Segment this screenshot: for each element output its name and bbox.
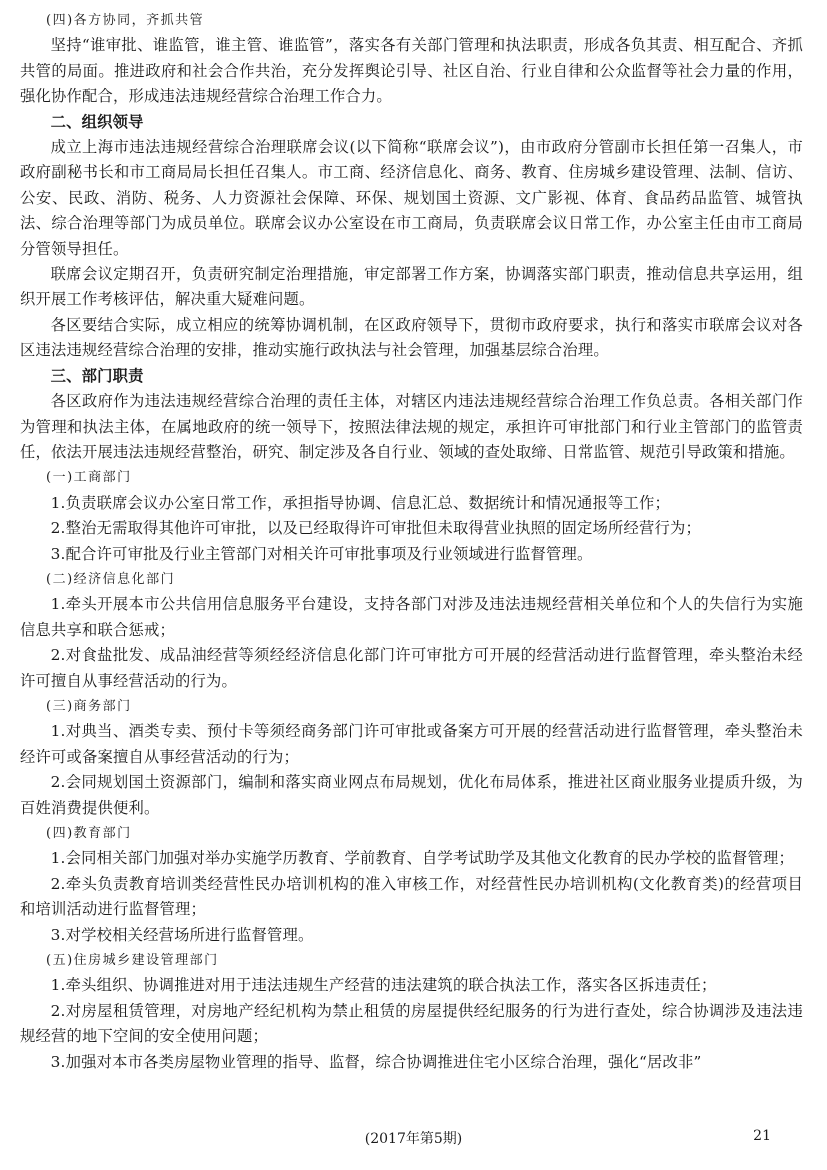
body-paragraph: 3.加强对本市各类房屋物业管理的指导、监督，综合协调推进住宅小区综合治理，强化“居改非” [50,1052,702,1071]
subsection-heading: (三)商务部门 [46,698,132,714]
subsection-heading: (四)各方协同，齐抓共管 [46,13,205,28]
subsection-heading: (二)经济信息化部门 [46,571,176,587]
body-paragraph: 2.会同规划国土资源部门，编制和落实商业网点布局规划，优化布局体系，推进社区商业服务业提质升级，为百姓消费提供便利。 [20,773,803,817]
subsection-heading: (四)教育部门 [46,826,132,841]
body-paragraph: 坚持“谁审批、谁监管，谁主管、谁监管”，落实各有关部门管理和执法职责，形成各负其责、相互配合、齐抓共管的局面。推进政府和社会合作共治，充分发挥舆论引导、社区自治、行业自律和公众监督等社会力量的作用，强化协作配合，形成违法违规经营综合治理工作合力。 [20,36,803,106]
subsection-heading: (五)住房城乡建设管理部门 [46,953,219,969]
body-paragraph: 各区要结合实际，成立相应的统筹协调机制，在区政府领导下，贯彻市政府要求，执行和落实市联席会议对各区违法违规经营综合治理的安排，推动实施行政执法与社会管理，加强基层综合治理。 [20,315,803,360]
section-heading: 二、组织领导 [50,112,144,131]
body-paragraph: 1.牵头开展本市公共信用信息服务平台建设，支持各部门对涉及违法违规经营相关单位和个人的失信行为实施信息共享和联合惩戒； [20,595,803,639]
body-paragraph: 2.对房屋租赁管理，对房地产经纪机构为禁止租赁的房屋提供经纪服务的行为进行查处，综合协调涉及违法违规经营的地下空间的安全使用问题； [20,1001,803,1046]
section-heading: 三、部门职责 [50,366,144,385]
body-paragraph: 1.牵头组织、协调推进对用于违法违规生产经营的违法建筑的联合执法工作，落实各区拆违责任； [50,976,717,995]
body-paragraph: 各区政府作为违法违规经营综合治理的责任主体，对辖区内违法违规经营综合治理工作负总责。各相关部门作为管理和执法主体，在属地政府的统一领导下，按照法律法规的规定，承担许可审批部门和行业主管部门的监管责任，依法开展违法违规经营整治，研究、制定涉及各自行业、领域的查处取缔、日常监管、规范引导政策和措施。 [20,392,803,461]
body-paragraph: 2.整治无需取得其他许可审批，以及已经取得许可审批但未取得营业执照的固定场所经营行为； [50,519,701,538]
body-paragraph: 2.牵头负责教育培训类经营性民办培训机构的准入审核工作，对经营性民办培训机构(文化教育类)的经营项目和培训活动进行监督管理； [20,874,803,919]
document-body [20,8,803,1075]
body-paragraph: 联席会议定期召开，负责研究制定治理措施，审定部署工作方案，协调落实部门职责，推动信息共享运用，组织开展工作考核评估，解决重大疑难问题。 [20,265,803,309]
issue-label: (2017年第5期) [364,1131,463,1147]
body-paragraph: 1.负责联席会议办公室日常工作，承担指导协调、信息汇总、数据统计和情况通报等工作； [50,493,670,512]
page-footer [0,1128,827,1154]
body-paragraph: 3.对学校相关经营场所进行监督管理。 [50,925,314,944]
body-paragraph: 2.对食盐批发、成品油经营等须经经济信息化部门许可审批方可开展的经营活动进行监督管理，牵头整治未经许可擅自从事经营活动的行为。 [20,646,803,690]
subsection-heading: (一)工商部门 [46,470,132,486]
body-paragraph: 3.配合许可审批及行业主管部门对相关许可审批事项及行业领域进行监督管理。 [50,544,593,563]
page-number: 21 [753,1128,771,1144]
body-paragraph: 1.对典当、酒类专卖、预付卡等须经商务部门许可审批或备案方可开展的经营活动进行监督管理，牵头整治未经许可或备案擅自从事经营活动的行为； [20,722,803,766]
body-paragraph: 成立上海市违法违规经营综合治理联席会议(以下简称“联席会议”)，由市政府分管副市长担任第一召集人，市政府副秘书长和市工商局局长担任召集人。市工商、经济信息化、商务、教育、住房城乡建设管理、法制、信访、公安、民政、消防、税务、人力资源社会保障、环保、规划国土资源、文广影视、体育、食品药品监管、城管执法、综合治理等部门为成员单位。联席会议办公室设在市工商局，负责联席会议日常工作，办公室主任由市工商局分管领导担任。 [20,138,803,258]
body-paragraph: 1.会同相关部门加强对举办实施学历教育、学前教育、自学考试助学及其他文化教育的民办学校的监督管理； [50,849,794,868]
